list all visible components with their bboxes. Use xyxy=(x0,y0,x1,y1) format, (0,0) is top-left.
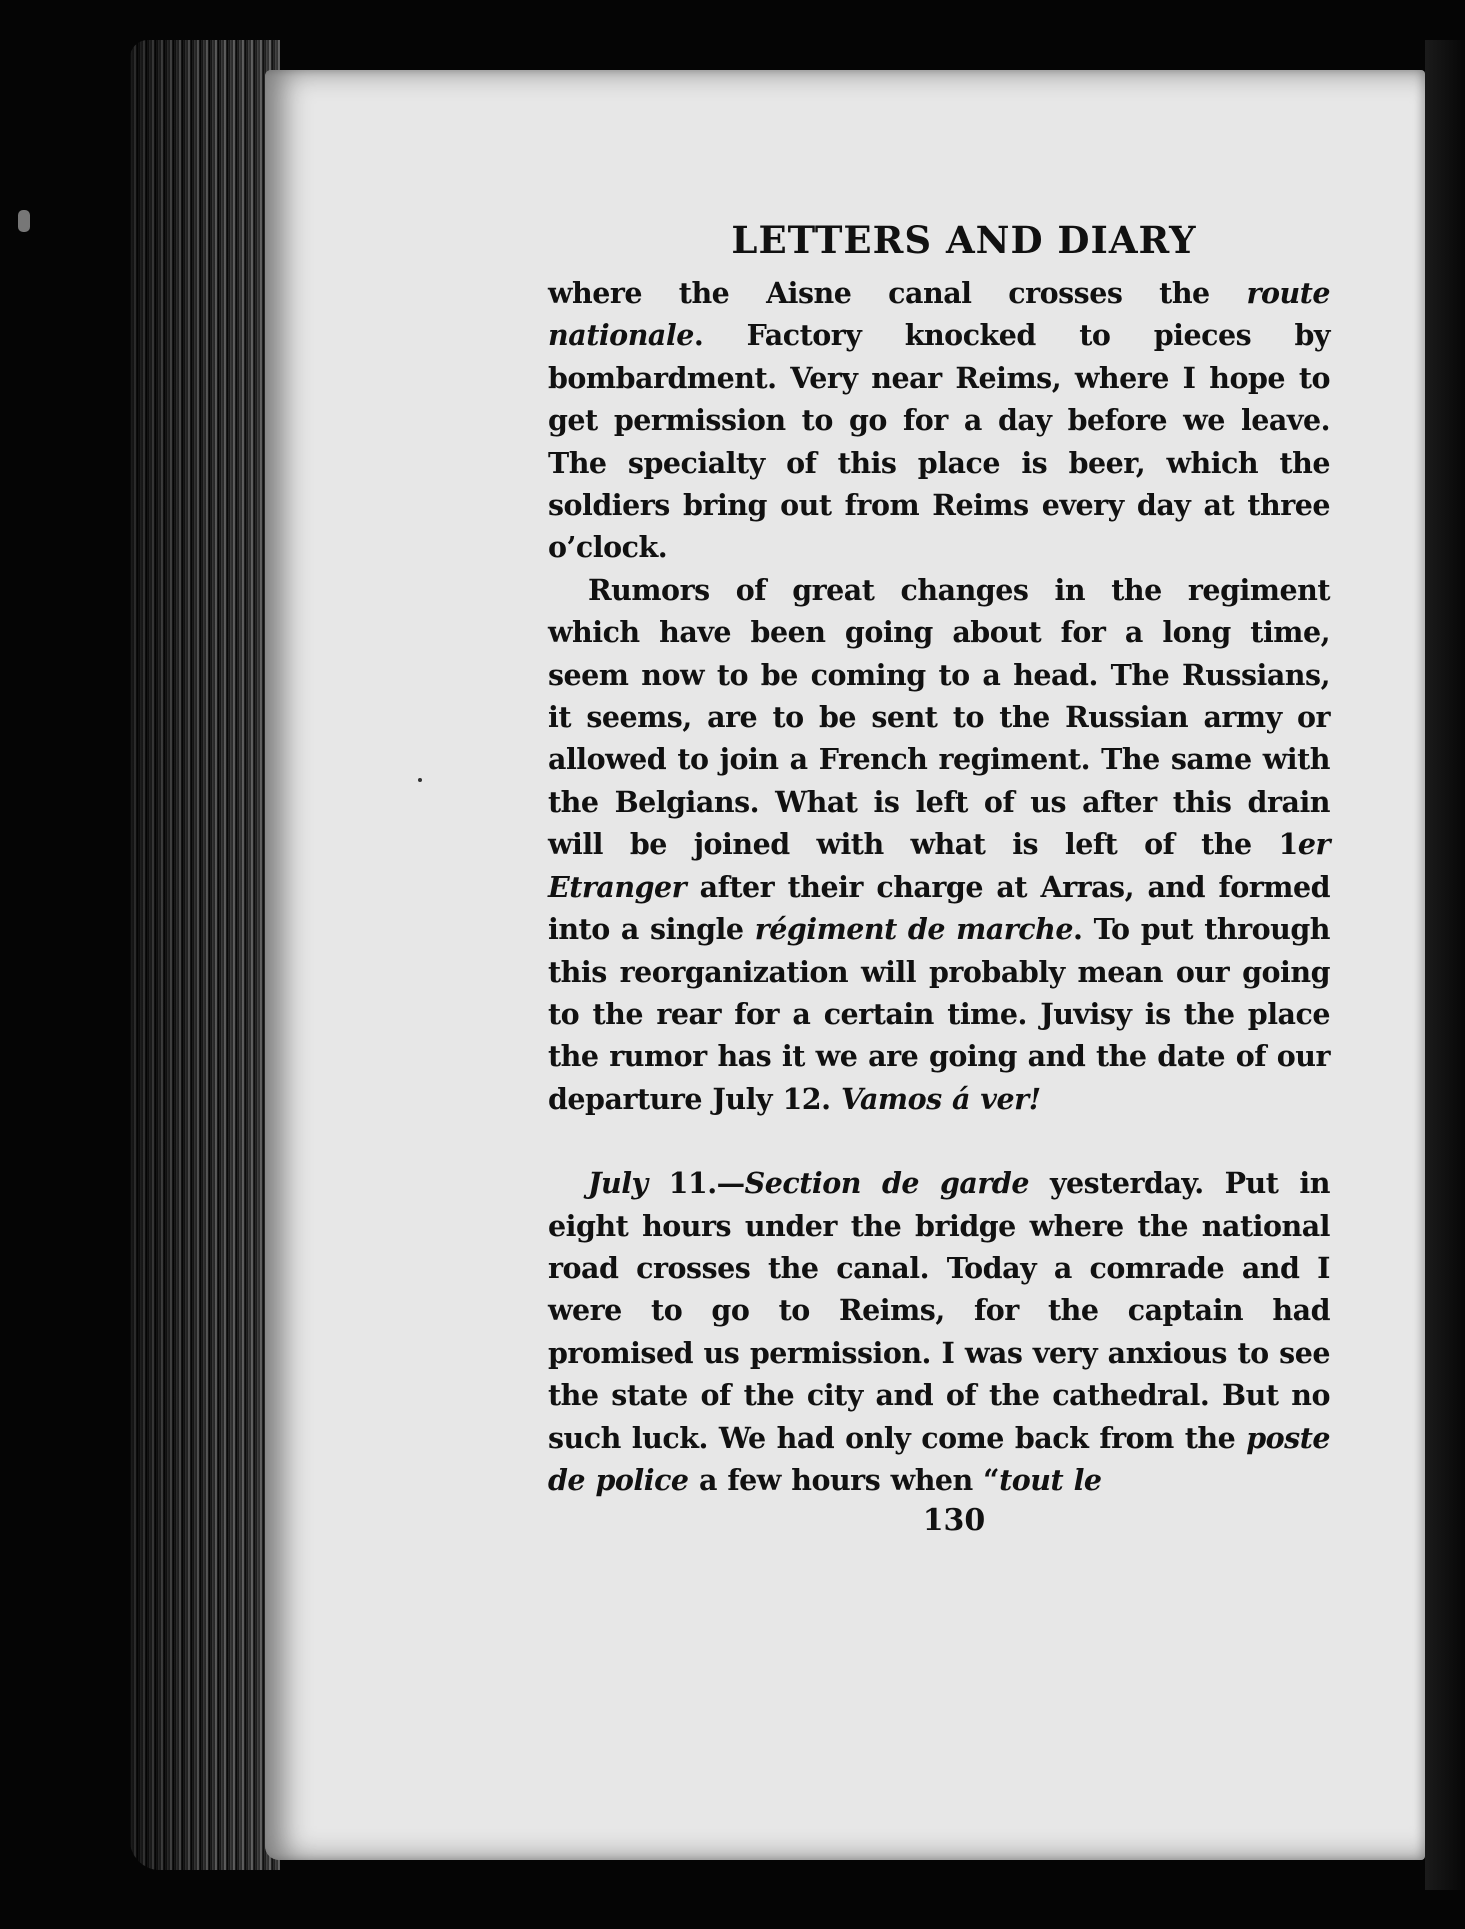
text-run: where the Aisne canal crosses the xyxy=(548,276,1247,310)
paragraph-3 xyxy=(548,1162,1330,1501)
text-run: after their charge at Arras, and formed into a single xyxy=(548,869,1330,947)
italic-run: poste de police xyxy=(548,1420,1330,1497)
text-block xyxy=(548,218,1330,1538)
text-run: . To put through this reorganization will probably mean our going to the rear for a certain time. Juvisy is the place the rumor has it we are going and the date of our departure July 12. xyxy=(548,912,1330,1116)
scan-speck xyxy=(418,778,422,782)
italic-run: régiment de marche xyxy=(754,912,1074,947)
italic-run: er Etranger xyxy=(548,827,1330,904)
running-head: LETTERS AND DIARY xyxy=(731,218,1197,262)
scan-speck xyxy=(18,210,30,232)
italic-run: tout le xyxy=(999,1462,1102,1497)
entry-gap xyxy=(548,1120,1330,1162)
right-binding-edge xyxy=(1425,40,1465,1890)
page-number: 130 xyxy=(922,1503,986,1539)
italic-run: Vamos á ver! xyxy=(840,1081,1041,1116)
page-edge-shadow xyxy=(130,40,280,1870)
text-run: yesterday. Put in eight hours under the bridge where the national road crosses the canal. Today a comrade and I were to go to Reims, for the captain had promised us permission. I was very anxious to see the state of the city and of the cathedral. But no such luck. We had only come back from the xyxy=(548,1166,1330,1455)
text-run: . Factory knocked to pieces by bombardment. Very near Reims, where I hope to get permission to go for a day before we leave. The specialty of this place is beer, which the soldiers bring out from Reims every day at three o’clock. xyxy=(548,318,1330,565)
italic-run: Section de garde xyxy=(744,1166,1029,1201)
italic-run: July xyxy=(588,1166,648,1201)
paragraph-1 xyxy=(548,272,1330,569)
italic-run: route nationale xyxy=(548,276,1330,353)
text-run: Rumors of great changes in the regiment which have been going about for a long time, seem now to be coming to a head. The Russians, it seems, are to be sent to the Russian army or allowed to join a French regiment. The same with the Belgians. What is left of us after this drain will be joined with what is left of the 1 xyxy=(548,572,1330,862)
text-run: 11.— xyxy=(647,1166,745,1201)
paragraph-2 xyxy=(548,569,1330,1120)
text-run: a few hours when “ xyxy=(688,1462,1000,1497)
